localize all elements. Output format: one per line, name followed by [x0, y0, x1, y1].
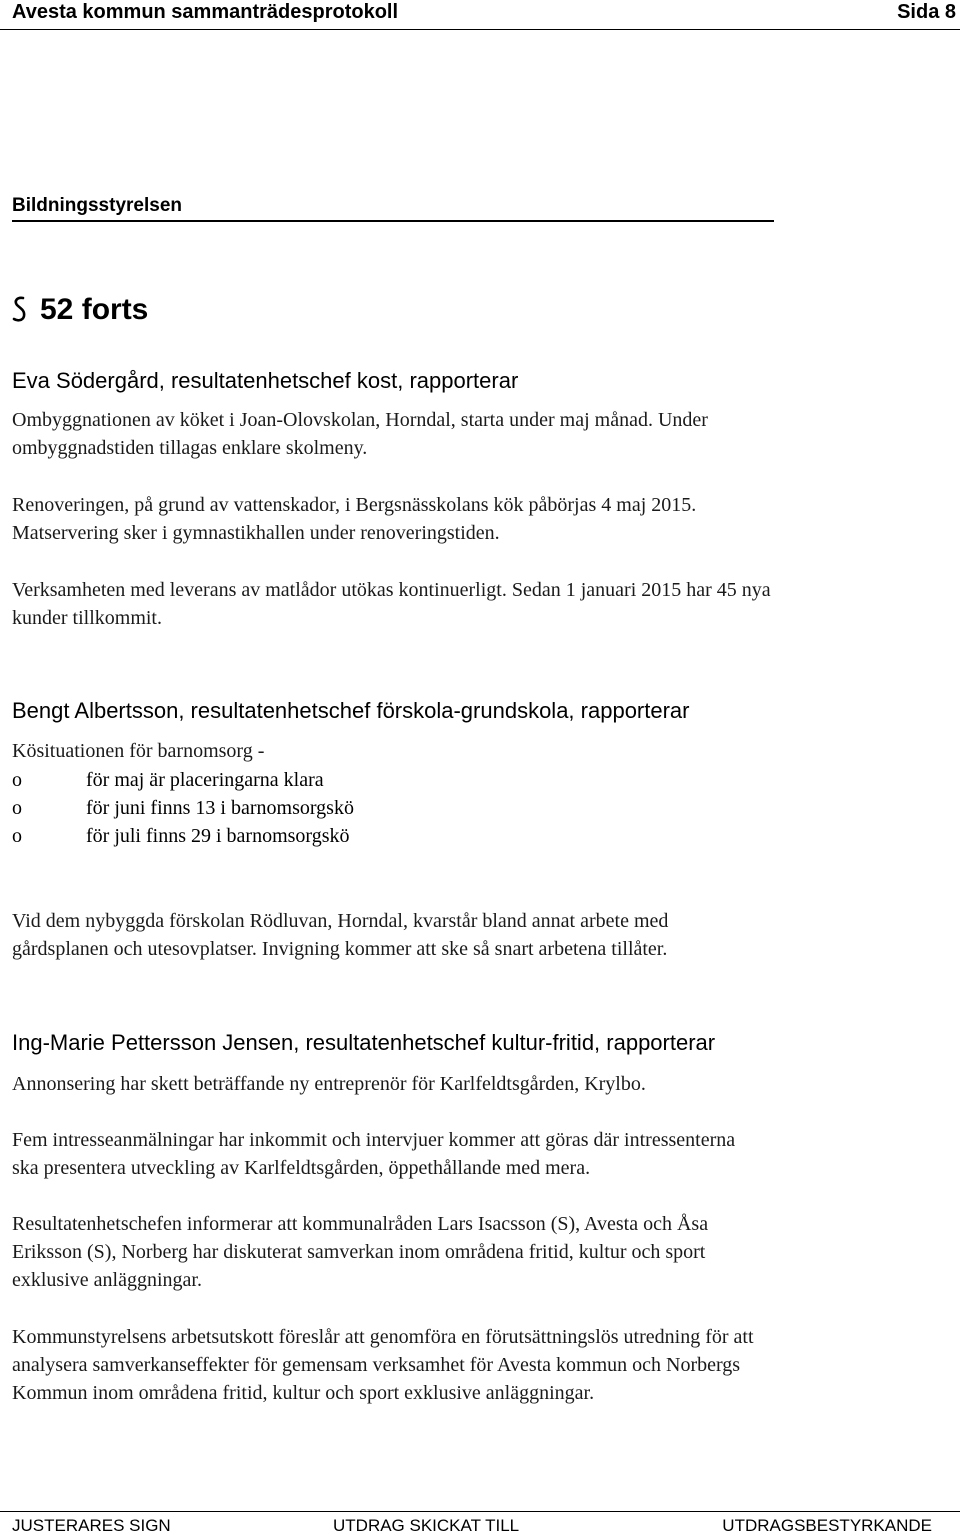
document-header-title: Avesta kommun sammanträdesprotokoll: [12, 1, 399, 23]
list-item: [12, 766, 324, 794]
footer-utdrag-skickat-till: UTDRAG SKICKAT TILL: [333, 1516, 520, 1535]
header-divider: [0, 29, 960, 30]
paragraph-line: Renoveringen, på grund av vattenskador, i Bergsnässkolans kök påbörjas 4 maj 2015.: [12, 494, 697, 516]
section-title-text: 52 forts: [40, 293, 149, 326]
committee-underline: [12, 220, 774, 222]
committee-name: Bildningsstyrelsen: [12, 195, 182, 216]
paragraph-line: kunder tillkommit.: [12, 607, 162, 629]
list-item: [12, 794, 354, 822]
list-item: [12, 822, 350, 850]
list-item-text: för juli finns 29 i barnomsorgskö: [86, 825, 350, 847]
list-item-text: för maj är placeringarna klara: [86, 769, 324, 791]
bullet-marker: o: [12, 825, 22, 847]
bullet-marker: o: [12, 769, 22, 791]
paragraph-line: gårdsplanen och utesovplatser. Invigning kommer att ske så snart arbetena tillåter.: [12, 938, 668, 960]
paragraph-line: analysera samverkanseffekter för gemensam verksamhet för Avesta kommun och Norbergs: [12, 1354, 741, 1376]
paragraph-line: exklusive anläggningar.: [12, 1269, 202, 1291]
bullet-marker: o: [12, 797, 22, 819]
paragraph-line: Resultatenhetschefen informerar att kommunalråden Lars Isacsson (S), Avesta och Åsa: [12, 1213, 709, 1235]
paragraph-line: ska presentera utveckling av Karlfeldtsgården, öppethållande med mera.: [12, 1157, 591, 1179]
footer-utdragsbestyrkande: UTDRAGSBESTYRKANDE: [722, 1516, 932, 1535]
paragraph-line: Kösituationen för barnomsorg -: [12, 740, 265, 762]
paragraph-line: Ombyggnationen av köket i Joan-Olovskolan, Horndal, starta under maj månad. Under: [12, 409, 708, 431]
paragraph-line: Annonsering har skett beträffande ny entreprenör för Karlfeldtsgården, Krylbo.: [12, 1073, 646, 1095]
paragraph-line: Vid dem nybyggda förskolan Rödluvan, Horndal, kvarstår bland annat arbete med: [12, 910, 669, 932]
section-title: [12, 289, 148, 330]
paragraph-line: Kommunstyrelsens arbetsutskott föreslår att genomföra en förutsättningslös utredning för att: [12, 1326, 754, 1348]
page-number: Sida 8: [897, 1, 956, 23]
footer-divider: [0, 1511, 960, 1512]
paragraph-line: Eriksson (S), Norberg har diskuterat samverkan inom områdena fritid, kultur och sport: [12, 1241, 706, 1263]
reporter-kost: Eva Södergård, resultatenhetschef kost, rapporterar: [12, 368, 519, 393]
list-item-text: för juni finns 13 i barnomsorgskö: [86, 797, 354, 819]
paragraph-line: Fem intresseanmälningar har inkommit och intervjuer kommer att göras där intressenterna: [12, 1129, 736, 1151]
section-marker-icon: [12, 293, 28, 323]
paragraph-line: Matservering sker i gymnastikhallen under renoveringstiden.: [12, 522, 500, 544]
reporter-forskola-grundskola: Bengt Albertsson, resultatenhetschef förskola-grundskola, rapporterar: [12, 698, 690, 723]
footer-justerares-sign: JUSTERARES SIGN: [12, 1516, 171, 1535]
paragraph-line: Kommun inom områdena fritid, kultur och sport exklusive anläggningar.: [12, 1382, 595, 1404]
paragraph-line: Verksamheten med leverans av matlådor utökas kontinuerligt. Sedan 1 januari 2015 har 45 nya: [12, 579, 771, 601]
reporter-kultur-fritid: Ing-Marie Pettersson Jensen, resultatenhetschef kultur-fritid, rapporterar: [12, 1030, 716, 1055]
paragraph-line: ombyggnadstiden tillagas enklare skolmeny.: [12, 437, 368, 459]
